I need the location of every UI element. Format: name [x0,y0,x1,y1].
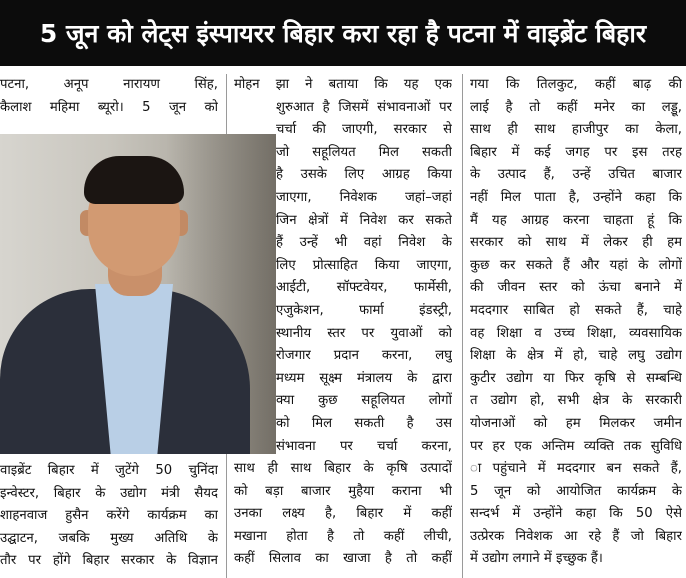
text-line: उत्प्रेरक निवेशक आ रहे हैं जो बिहार [470,528,682,544]
column-1-top [0,74,218,119]
text-line: कैलाश महिमा ब्यूरो। 5 जून को [0,99,218,115]
text-line: की जीवन स्तर को ऊंचा बनाने में [470,280,682,296]
text-line: वाइब्रेंट बिहार में जुटेंगे 50 चुनिंदा [0,463,218,478]
text-line: रोजगार प्रदान करना, लघु [276,348,452,364]
text-line: पर हर एक अन्तिम व्यक्ति तक सुविधि [470,438,682,454]
text-line: सरकार को साथ में लेकर ही हम [470,235,682,251]
text-line: त उद्योग हो, सभी क्षेत्र के सरकारी [470,393,682,409]
text-line: ा पहुंचाने में मददगार बन सकते हैं, [470,461,682,477]
text-line: शिक्षा के क्षेत्र में हो, चाहे लघु उद्योग [470,348,682,364]
text-line: पटना, अनूप नारायण सिंह, [0,77,218,92]
text-line: को मिल सकती है उस [276,415,452,431]
text-line: बिहार में कई जगह पर इस तरह [470,144,682,160]
text-line: मखाना होता है तो कहीं लीची, [234,528,452,544]
column-divider-2 [462,74,463,578]
text-line: गया कि तिलकुट, कहीं बाढ़ की [470,77,682,92]
text-line: मध्यम सूक्ष्म मंत्रालय के द्वारा [276,370,452,386]
column-3 [470,74,682,571]
text-line: मैं यह आग्रह करना चाहता हूं कि [470,212,682,228]
text-line: साथ ही साथ हाजीपुर का केला, [470,122,682,138]
text-line: चर्चा की जाएगी, सरकार से [276,122,452,138]
text-line: को बड़ा बाजार मुहैया कराना भी [234,483,452,499]
text-line: कहीं सिलाव का खाजा है तो कहीं [234,551,452,567]
text-line: जो सहूलियत मिल सकती [276,144,452,160]
column-1-bottom [0,460,218,573]
text-line: तौर पर होंगे बिहार सरकार के विज्ञान [0,553,218,569]
text-line: सन्दर्भ में उन्होंने कहा कि 50 ऐसे [470,506,682,522]
text-line: योजनाओं को हम मिलकर जमीन [470,415,682,431]
text-line: आईटी, सॉफ्टवेयर, फार्मेसी, [276,280,452,296]
text-line: हैं उन्हें भी वहां निवेश के [276,235,452,251]
text-line: क्या कुछ सहूलियत लोगों [276,393,452,409]
text-line: के उत्पाद हैं, उन्हें उचित बाजार [470,167,682,183]
text-line: कुटीर उद्योग या फिर कृषि से सम्बन्धि [470,370,682,386]
text-line: वह शिक्षा व उच्च शिक्षा, व्यवसायिक [470,325,682,341]
text-line: है उसके लिए आग्रह किया [276,167,452,183]
text-line: मोहन झा ने बताया कि यह एक [234,77,452,92]
text-line: शुरुआत है जिसमें संभावनाओं पर [276,99,452,115]
headline: 5 जून को लेट्स इंस्पायरर बिहार करा रहा है पटना में वाइब्रेंट बिहार [0,0,686,66]
text-line: स्थानीय स्तर पर युवाओं को [276,325,452,341]
text-line: इन्वेस्टर, बिहार के उद्योग मंत्री सैयद [0,485,218,501]
text-line: उनका लक्ष्य है, बिहार में कहीं [234,506,452,522]
text-line: कुछ कर सकते हैं और यहां के लोगों [470,257,682,273]
text-line: नहीं मिल पाता है, उन्होंने कहा कि [470,189,682,205]
text-line: मददगार साबित हो सकते हैं, चाहे [470,302,682,318]
text-line: साथ ही साथ बिहार के कृषि उत्पादों [234,461,452,477]
text-line: एजुकेशन, फार्मा इंडस्ट्री, [276,302,452,318]
text-line: लिए प्रोत्साहित किया जाएगा, [276,257,452,273]
text-line: संभावना पर चर्चा करना, [276,438,452,454]
text-line: में उद्योग लगाने में इच्छुक हैं। [470,551,603,567]
text-line: जिन क्षेत्रों में निवेश कर सकते [276,212,452,228]
column-2 [234,74,452,571]
text-line: उद्घाटन, जबकि मुख्य अतिथि के [0,530,218,546]
text-line: शाहनवाज हुसैन करेंगे कार्यक्रम का [0,508,218,524]
text-line: लाई है तो कहीं मनेर का लड्डू, [470,99,682,115]
text-line: 5 जून को आयोजित कार्यक्रम के [470,483,682,499]
text-line: जाएगा, निवेशक जहां–जहां [276,189,452,205]
